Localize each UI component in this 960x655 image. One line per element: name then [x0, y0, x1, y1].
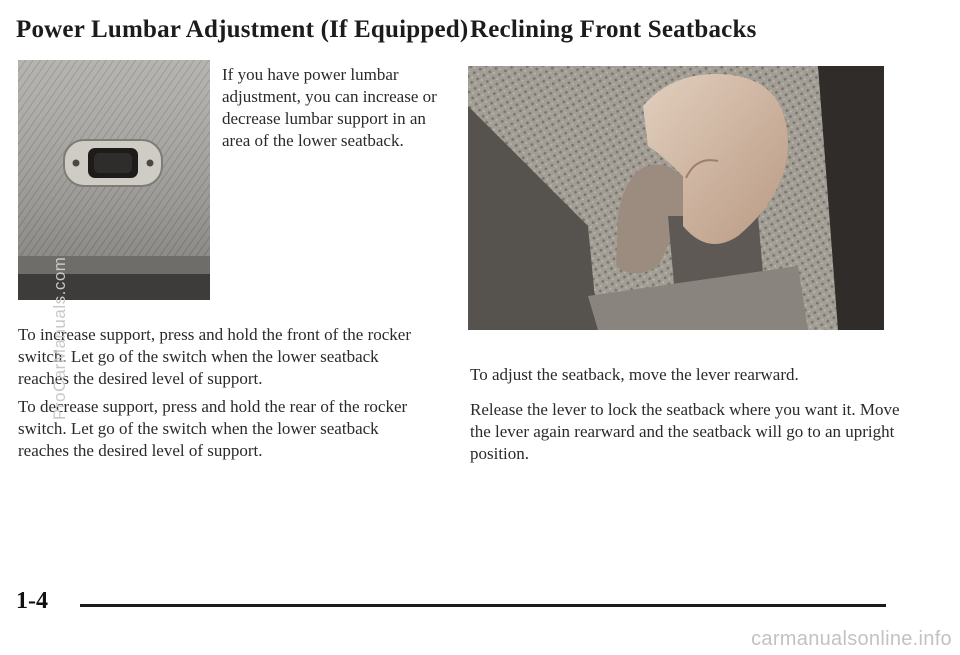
bottom-watermark: carmanualsonline.info	[751, 628, 952, 650]
lumbar-intro-text: If you have power lumbar adjustment, you can increase or decrease lumbar support in an area of the lower seatback.	[222, 65, 437, 150]
lumbar-decrease-text: To decrease support, press and hold the rear of the rocker switch. Let go of the switch when the lower seatback reaches the desired level of support.	[18, 397, 408, 460]
footer-rule	[80, 604, 886, 607]
section-heading-reclining: Reclining Front Seatbacks	[470, 16, 757, 43]
lumbar-switch-photo	[18, 60, 210, 300]
recline-adjust-text: To adjust the seatback, move the lever rearward.	[470, 365, 799, 384]
section-heading-lumbar: Power Lumbar Adjustment (If Equipped)	[16, 16, 469, 43]
recline-release-text: Release the lever to lock the seatback where you want it. Move the lever again rearward and the seatback will go to an upright position.	[470, 400, 900, 463]
page-number: 1-4	[16, 588, 48, 614]
lumbar-increase-text: To increase support, press and hold the front of the rocker switch. Let go of the switch when the lower seatback reaches the desired level of support.	[18, 325, 411, 388]
recline-lever-photo	[468, 66, 884, 330]
side-watermark: ProCarManuals.com	[50, 256, 69, 420]
